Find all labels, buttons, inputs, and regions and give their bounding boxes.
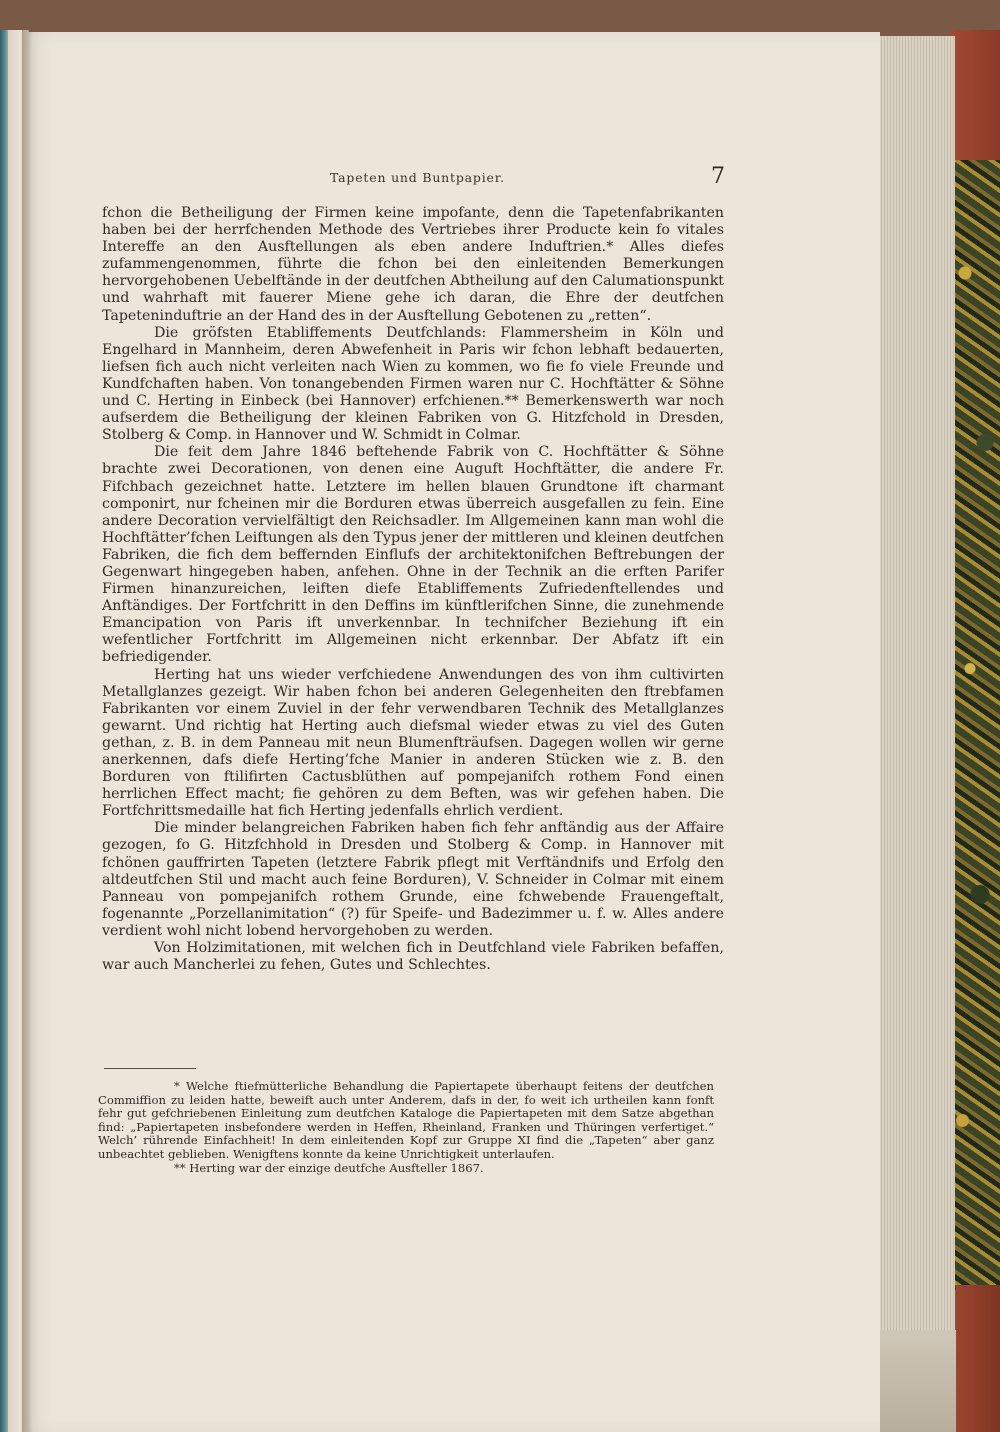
- marbled-cover: [950, 160, 1000, 1290]
- page-header: [100, 164, 725, 194]
- footnote-rule: [104, 1068, 196, 1069]
- paragraph: Herting hat uns wieder verfchiedene Anwendungen des von ihm cultivirten Metallglanzes gezeigt. Wir haben fchon bei anderen Gelegenheiten den ftrebfamen Fabrikanten vor einem Zuviel in der fehr verwendbaren Technik des Metallglanzes gewarnt. Und richtig hat Herting auch diefsmal wieder etwas zu viel des Guten gethan, z. B. in dem Panneau mit neun Blumenfträufsen. Dagegen wollen wir gerne anerkennen, dafs diefe Herting’fche Manier in anderen Stücken wie z. B. den Borduren von ftilifirten Cactusblüthen auf pompejanifch rothem Fond einen herrlichen Effect macht; fie gehören zu dem Beften, was wir gefehen haben. Die Fortfchrittsmedaille hat fich Herting jedenfalls ehrlich verdient.: [102, 666, 724, 820]
- running-title: Tapeten und Buntpapier.: [330, 170, 505, 185]
- footnote: ** Herting war der einzige deutfche Ausfteller 1867.: [174, 1160, 484, 1175]
- page-stack: [878, 36, 955, 1346]
- paragraph: Von Holzimitationen, mit welchen fich in Deutfchland viele Fabriken befaffen, war auch Mancherlei zu fehen, Gutes und Schlechtes.: [102, 940, 724, 974]
- page-number: 7: [711, 164, 725, 189]
- paragraph: fchon die Betheiligung der Firmen keine impofante, denn die Tapetenfabrikanten haben bei der herrfchenden Methode des Vertriebes ihrer Producte kein fo vitales Intereffe an den Ausftellungen als eben andere Induftrien.* Alles diefes zufammengenommen, führte die fchon bei den einleitenden Bemerkungen hervorgehobenen Uebelftände in der deutfchen Abtheilung auf den Calumationspunkt und wahrhaft mit fauerer Miene gehe ich daran, die Ehre der deutfchen Tapeteninduftrie an der Hand des in der Ausftellung Gebotenen zu „retten“.: [102, 205, 724, 324]
- page-gutter: [22, 30, 32, 1432]
- cover-bottom: [956, 1285, 1000, 1432]
- page-stack-bottom: [876, 1330, 956, 1432]
- left-cover-edge: [0, 30, 8, 1432]
- footnotes: [98, 1080, 714, 1175]
- cover-top: [950, 30, 1000, 160]
- paragraph: Die gröfsten Etabliffements Deutfchlands: Flammersheim in Köln und Engelhard in Mannheim, deren Abwefenheit in Paris wir fchon lebhaft bedauerten, liefsen fich auch nicht verleiten nach Wien zu kommen, wo fie fo viele Freunde und Kundfchaften haben. Von tonangebenden Firmen waren nur C. Hochftätter & Söhne und C. Herting in Einbeck (bei Hannover) erfchienen.** Bemerkenswerth war noch aufserdem die Betheiligung der kleinen Fabriken von G. Hitzfchold in Dresden, Stolberg & Comp. in Hannover und W. Schmidt in Colmar.: [102, 324, 724, 444]
- paragraph: Die minder belangreichen Fabriken haben fich fehr anftändig aus der Affaire gezogen, fo G. Hitzfchhold in Dresden und Stolberg & Comp. in Hannover mit fchönen gauffrirten Tapeten (letztere Fabrik pflegt mit Verftändnifs und Erfolg den altdeutfchen Stil und macht auch feine Borduren), V. Schneider in Colmar mit einem Panneau von pompejanifch rothem Grunde, eine fchwebende Frauengeftalt, fogenannte „Porzellanimitation“ (?) für Speife- und Badezimmer u. f. w. Alles andere verdient wohl nicht lobend hervorgehoben zu werden.: [102, 820, 724, 939]
- body-text: [102, 205, 724, 974]
- footnote: * Welche ftiefmütterliche Behandlung die Papiertapete überhaupt feitens der deutfchen Commiffion zu leiden hatte, beweift auch unter Anderem, dafs in der, fo weit ich urtheilen kann fonft fehr gut gefchriebenen Einleitung zum deutfchen Kataloge die Papiertapeten mit dem Satze abgethan find: „Papiertapeten insbefondere werden in Heffen, Rheinland, Franken und Thüringen verfertiget.“ Welch’ rührende Einfachheit! In dem einleitenden Kopf zur Gruppe XI find die „Tapeten“ aber ganz unbeachtet geblieben. Wenigftens konnte da keine Unrichtigkeit unterlaufen.: [98, 1079, 714, 1161]
- paragraph: Die feit dem Jahre 1846 beftehende Fabrik von C. Hochftätter & Söhne brachte zwei Decorationen, von denen eine Auguft Hochftätter, die andere Fr. Fifchbach gezeichnet hatte. Letztere im hellen blauen Grundtone ift charmant componirt, nur fcheinen mir die Borduren etwas überreich ausgefallen zu fein. Eine andere Decoration vervielfältigt den Reichsadler. Im Allgemeinen kann man wohl die Hochftätter’fchen Leiftungen als den Typus jener der mittleren und kleinen deutfchen Fabriken, die fich dem beffernden Einflufs der architektonifchen Beftrebungen der Gegenwart hingegeben haben, anfehen. Ohne in der Technik an die erften Parifer Firmen hinanzureichen, leiften diefe Etabliffements Zufriedenftellendes und Anftändiges. Der Fortfchritt in den Deffins im künftlerifchen Sinne, die zunehmende Emancipation von Paris ift unverkennbar. In technifcher Beziehung ift ein wefentlicher Fortfchritt im Allgemeinen nicht erkennbar. Der Abfatz ift ein befriedigender.: [102, 444, 724, 666]
